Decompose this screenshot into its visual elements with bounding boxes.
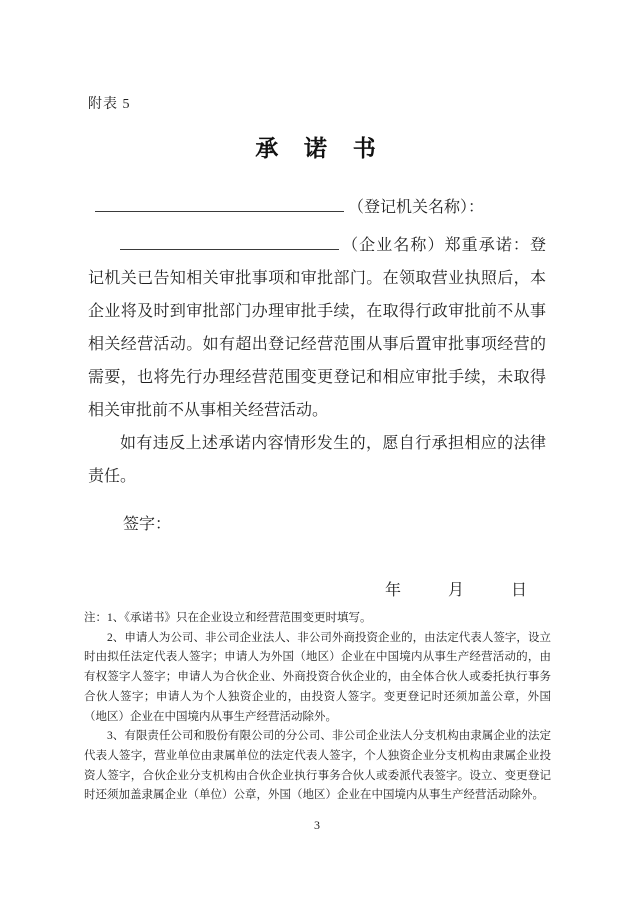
note-3: 3、有限责任公司和股份有限公司的分公司、非公司企业法人分支机构由隶属企业的法定代表人签字，营业单位由隶属单位的法定代表人签字，个人独资企业分支机构由隶属企业投资人签字，合伙企业分支机构由合伙企业执行事务合伙人或委派代表签字。设立、变更登记时还须加盖隶属企业（单位）公章，外国（地区）企业在中国境内从事生产经营活动除外。 (84, 730, 551, 802)
commitment-paragraph-1-text: （企业名称）郑重承诺：登记机关已告知相关审批事项和审批部门。在领取营业执照后，本企业将及时到审批部门办理审批手续，在取得行政审批前不从事相关经营活动。如有超出登记经营范围从事后置审批事项经营的需要，也将先行办理经营范围变更登记和相应审批手续，未取得相关审批前不从事相关经营活动。 (88, 237, 546, 419)
note-1: 注：1、《承诺书》只在企业设立和经营范围变更时填写。 (84, 612, 372, 624)
company-name-blank-field (120, 236, 339, 250)
date-day-label: 日 (510, 582, 527, 599)
note-2: 2、申请人为公司、非公司企业法人、非公司外商投资企业的，由法定代表人签字，设立时由拟任法定代表人签字；申请人为外国（地区）企业在中国境内从事生产经营活动的，由有权签字人签字；申请人为合伙企业、外商投资合伙企业的，由全体合伙人或委托执行事务合伙人签字；申请人为个人独资企业的，由投资人签字。变更登记时还须加盖公章，外国（地区）企业在中国境内从事生产经营活动除外。 (84, 631, 551, 723)
commitment-paragraph-2: 如有违反上述承诺内容情形发生的，愿自行承担相应的法律责任。 (88, 435, 546, 485)
registry-authority-label: （登记机关名称）： (348, 199, 485, 216)
signature-label: 签字： (123, 516, 172, 533)
date-year-label: 年 (384, 582, 401, 599)
date-month-label: 月 (447, 582, 464, 599)
registry-authority-line (88, 197, 546, 219)
page-number: 3 (314, 818, 320, 833)
commitment-paragraph-1 (88, 229, 546, 427)
registry-authority-blank-field (95, 198, 344, 212)
notes-section (84, 609, 551, 806)
document-title: 承 诺 书 (255, 136, 379, 161)
attachment-label: 附表 5 (88, 97, 131, 112)
date-line (88, 580, 546, 602)
